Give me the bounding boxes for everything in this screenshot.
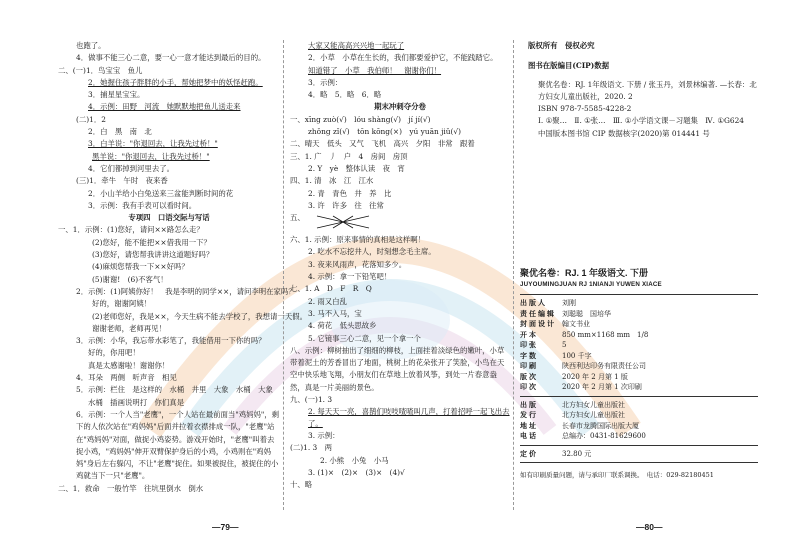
answer-line: 2．白 黑 南 北 [88,127,152,137]
detail-label: 地址 [520,420,538,430]
price-rule [520,462,758,463]
detail-label: 印张 [520,340,538,350]
matching-lines-graphic [313,212,373,232]
answer-line: 二、1．救命 一般竹竿 往坑里倒水 倒水 [58,483,204,493]
book-pinyin: JUYOUMINGJUAN RJ 1NIANJI YUWEN XIACE [520,281,662,289]
detail-value: 2020 年 2 月第 1 次印刷 [562,383,642,392]
answer-line: 大家又能高高兴兴地一起玩了 [308,41,405,50]
answer-line: 3．示例：小华，我忘带水彩笔了，我能借用一下你的吗？ [76,336,266,346]
answer-line: 七、1. A D F R Q [290,284,372,294]
detail-label: 封面设计 [520,319,556,329]
answer-line: 2．她握住孩子胖胖的小手，帮她把梦中的妖怪赶跑。 [88,77,263,87]
answer-line: 3. 马不入马，宝 [308,308,362,318]
answer-line: 水桶 插画说明打 你们真是 [88,397,185,407]
matching-answer [290,212,510,234]
answer-line: 3．示例：我有手表可以看时间。 [88,200,197,210]
detail-value: 刘聪聪 国培华 [562,309,611,318]
answer-line: 一、xīng zuò(√) lóu shàng(√) jí jí(√) [290,114,431,124]
answer-line: 四、1. 清 冰 江 江水 [290,176,374,186]
detail-value: 长春市龙腾国际出版大厦 [562,421,639,430]
publisher-details [520,400,758,442]
answer-line: 3. (1)× (2)× (3)× (4)√ [308,468,405,478]
price-label: 定价 [520,448,538,458]
answer-line: 2．小山羊给小白兔送来三盆能判断时间的花 [88,188,234,198]
quality-note: 如有印刷质量问题，请与承印厂联系调换。 电话：029-82180451 [520,471,714,480]
answer-line: 一、1．示例：(1)您好，请问××路怎么走？ [58,225,204,235]
answer-line: 2. 每天天一亮，喜鹊们吱吱喳喳叫几声，打着招呼一起飞出去了。 [308,407,510,429]
detail-label: 印刷 [520,361,538,371]
price-value: 32.80 元 [562,449,592,458]
answer-line: 2．示例：(1)阿姨你好！ 我是李明的同学××，请问李明在家吗？ [76,286,296,296]
detail-value: 陕西利达印务有限责任公司 [562,362,646,371]
answer-line: 2. 雨又白乱 [308,296,347,306]
detail-value: 总编办：0431-81629600 [562,432,646,441]
detail-label: 印次 [520,382,538,392]
cip-record: 聚优名卷：RJ. 1年级语文. 下册 / 张玉丹，刘景林编著. —长春：北方妇女儿童出版社，2020. 2 [538,79,757,101]
answer-line: 3. 夜来风雨声，花落知多少。 [308,259,407,269]
answer-paragraph: 八、示例：柳树抽出了细细的柳枝，上面挂着淡绿色的嫩叶，小草带着泥土的芳香冒出了地面，桃树上的花朵张开了笑脸，小鸟在天空中快乐地飞翔，小朋友们在草地上放着风筝，到处一片春意盎然，真是一片美丽的景色。 [290,345,505,392]
book-details [520,298,758,393]
detail-row [520,298,758,309]
answer-line: 真是太感谢啦！谢谢你！ [88,360,170,370]
section-heading: 期末冲刺夺分卷 [374,102,426,112]
answer-line: (3)您好，请您帮我讲讲这道题好吗？ [92,250,214,260]
detail-label: 出版 [520,399,538,409]
book-title: 聚优名卷：RJ. 1 年级语文. 下册 [520,268,649,279]
answer-line: 4．它们都掉到河里去了。 [88,163,175,173]
answer-line: 好的，谢谢阿姨！ [92,299,152,309]
answer-paragraph: 6．示例：一个人当"老鹰"，一个人站在最前面当"鸡妈妈"，剩下的人依次站在"鸡妈妈"后面并拉着衣襟排成一队，"老鹰"站在"鸡妈妈"对面，做捉小鸡姿势。游戏开始时，"老鹰"叫着去捉小鸡，"鸡妈妈"伸开双臂保护身后的小鸡，小鸡则在"鸡妈妈"身后左右躲闪，不让"老鹰"捉住。如果被捉住，被捉住的小鸡就当下一只"老鹰"。 [76,409,280,481]
price-row [520,449,758,460]
detail-value: 刘刚 [562,299,576,308]
detail-value: 翰文书业 [562,320,590,329]
answer-line: 六、1. 示例：原来事情的真相是这样啊！ [290,235,426,245]
answer-line: 3．示例： [308,77,343,87]
section-heading: 专项四 口语交际与写话 [128,213,210,223]
detail-value: 100 千字 [562,351,592,360]
detail-row [520,319,758,330]
answer-line: 好的，你用吧！ [88,348,140,358]
answer-line: 黑羊说："你退回去，让我先过桥！" [92,151,210,161]
detail-row [520,400,758,411]
answer-line: 十、略 [290,480,313,490]
answer-line: (2)您好，能不能把××借我用一下？ [92,237,211,247]
answer-line: (2)老师您好，我是××，今天生病不能去学校了，我想请一天假。 [92,311,308,321]
detail-label: 电话 [520,431,538,441]
answer-line: (5)谢谢! (6)不客气！ [92,274,168,284]
publisher-rule [520,445,758,446]
detail-label: 发行 [520,410,538,420]
answer-line: (4)麻烦您帮我一下××好吗？ [92,262,189,272]
copyright-notice: 版权所有 侵权必究 [528,41,595,50]
answer-line: 三、1. 广 丿 户 4 房间 房顶 [290,151,408,161]
answer-line: 二、晴天 低头 又气 飞机 高兴 夕阳 非常 跟着 [290,139,475,149]
answer-line: 2. 吃水不忘挖井人，时刻想念毛主席。 [308,247,436,257]
column-divider-right [513,40,514,510]
detail-row [520,330,758,341]
answer-line: 5．示例：栏住 是这样的 水桶 井里 大象 水桶 大象 [76,385,273,395]
answer-line: 3. 示例： [308,431,340,441]
answer-line: 4．示例：田野 河流 她默默地把鱼儿送走来 [88,102,241,112]
detail-row [520,431,758,442]
answer-line: 二、(一)1．鸟宝宝 鱼儿 [58,65,143,75]
details-rule [520,396,758,397]
detail-value: 850 mm×1168 mm 1/8 [562,330,649,339]
detail-row [520,340,758,351]
answer-line: 3．白羊说："你退回去，让我先过桥！" [88,139,218,149]
answer-line: 4. 荷花 低头思故乡 [308,321,377,331]
detail-row [520,309,758,320]
answer-line: 4．做事不能三心二意，要一心一意才能达到最后的目的。 [76,53,266,63]
page-number-right: —80— [636,522,663,532]
matching-lines [313,212,373,232]
page-number-left: —79— [212,522,239,532]
detail-value: 北方妇女儿童出版社 [562,411,625,420]
answer-line: 2. Y yè 整体认读 夜 宵 [308,163,405,173]
detail-label: 字数 [520,350,538,360]
answer-line: 2. 小熊 小兔 小马 [320,455,389,465]
answer-line: 3．捕星星宝宝。 [88,90,145,100]
answer-line: 谢谢老师，老师再见！ [92,323,166,333]
answer-line: 知道错了 小草 我伯师！ 谢谢你们！ [308,65,442,75]
cip-title: 图书在版编目(CIP)数据 [528,61,610,71]
detail-row [520,382,758,393]
answer-line: 3. 许 许多 往 往常 [308,200,384,210]
detail-row [520,372,758,383]
detail-row [520,361,758,372]
copyright-column [520,40,758,482]
cip-number: 中国版本图书馆 CIP 数据核字(2020)第 014441 号 [538,128,710,138]
detail-value: 2020 年 2 月第 1 版 [562,372,628,381]
detail-row [520,351,758,362]
answer-line: 4．略 5．略 6．略 [308,90,382,100]
cip-classification: Ⅰ. ①聚… Ⅱ. ①张… Ⅲ. ①小学语文课－习题集 Ⅳ. ①G624 [538,116,745,126]
answer-column-middle [290,40,510,492]
detail-value: 北方妇女儿童出版社 [562,400,625,409]
answer-label: 五、 [290,213,305,223]
detail-label: 开本 [520,329,538,339]
detail-row [520,421,758,432]
answer-line: (二)1．2 [76,114,106,124]
answer-line: 也跑了。 [76,41,106,50]
answer-line: 5. 它镜事三心二意，见一个拿一个 [308,333,421,343]
answer-line: (二)1. 3 两 [290,443,333,453]
column-divider-left [283,40,284,510]
title-rule [520,294,758,295]
detail-label: 版次 [520,371,538,381]
answer-line: 2. 青 青色 井 养 比 [308,188,392,198]
detail-label: 出版人 [520,298,547,308]
answer-line: 九、(一)1. 3 [290,394,333,404]
answer-line: 4．耳朵 两侧 听声音 相见 [76,373,177,383]
detail-label: 责任编辑 [520,308,556,318]
answer-line: zhǒng zǐ(√) tōn kōng(×) yú yuān jiǔ(√) [308,127,461,137]
detail-row [520,410,758,421]
answer-line: 2．小草 小草在生长的，我们都要爱护它，不能践踏它。 [308,53,498,63]
detail-value: 5 [562,341,567,350]
cip-isbn: ISBN 978-7-5585-4228-2 [538,104,632,114]
answer-line: 4. 示例：拿一下铅笔吧！ [308,272,392,282]
answer-line: (三)1．牵牛 午时 夜来香 [76,176,168,186]
